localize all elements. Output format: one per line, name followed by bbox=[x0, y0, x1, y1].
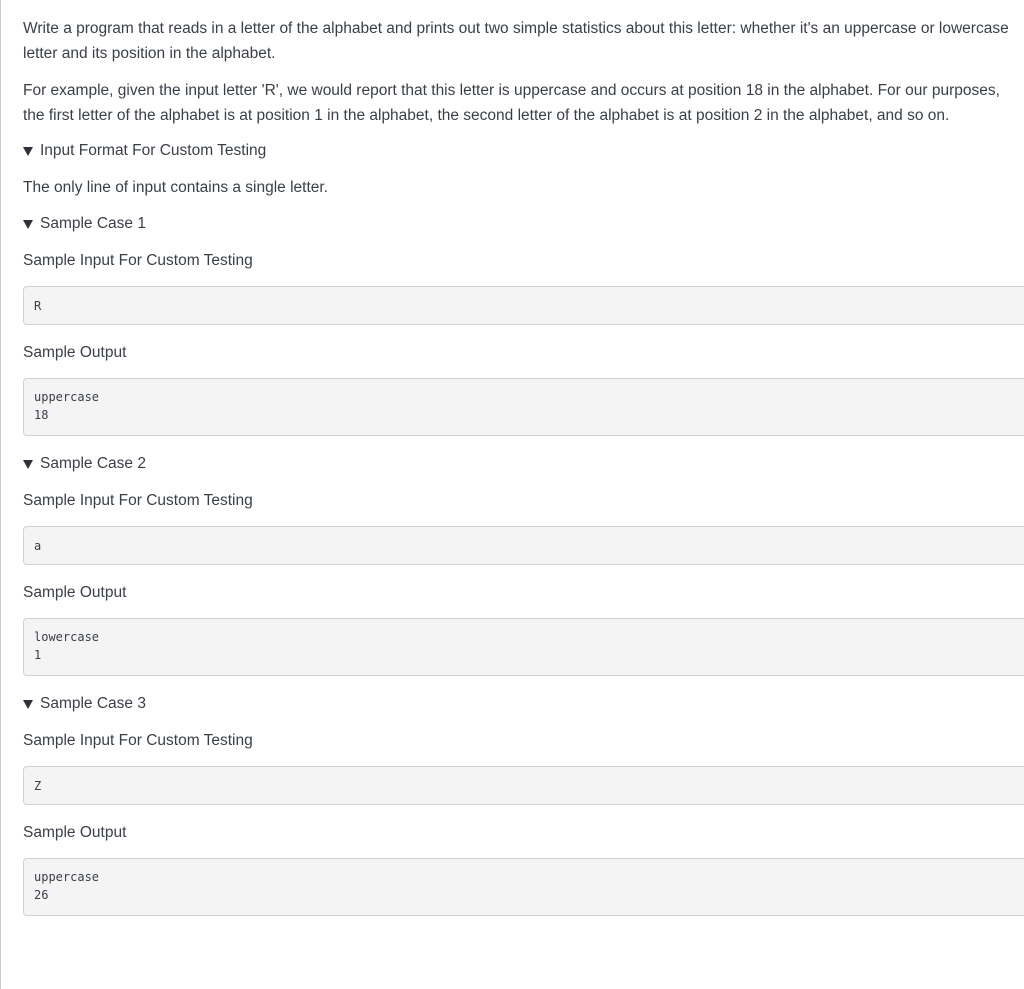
triangle-down-icon bbox=[23, 700, 33, 709]
sample-case-1-output-label: Sample Output bbox=[23, 344, 127, 361]
triangle-down-icon bbox=[23, 460, 33, 469]
sample-case-1-input-block bbox=[23, 286, 1024, 325]
input-format-description: The only line of input contains a single letter. bbox=[23, 179, 329, 196]
problem-intro: Write a program that reads in a letter of the alphabet and prints out two simple statistics about this letter: whether it's an uppercase or lowercase letter and its position in the alphabet. bbox=[23, 20, 1009, 62]
sample-case-2-input-label: Sample Input For Custom Testing bbox=[23, 492, 253, 509]
sample-case-2-output-line: 1 bbox=[34, 648, 42, 662]
sample-case-3-output-block bbox=[23, 858, 1024, 916]
sample-case-2-input: a bbox=[34, 539, 42, 553]
problem-example: For example, given the input letter 'R', we would report that this letter is uppercase and occurs at position 18 in the alphabet. For our purposes, the first letter of the alphabet is at position 1 in the alphabet, the second letter of the alphabet is at position 2 in the alphabet, and so on. bbox=[23, 82, 1000, 124]
sample-case-2-output-block bbox=[23, 618, 1024, 676]
input-format-toggle[interactable] bbox=[23, 140, 1024, 162]
sample-case-2-toggle[interactable] bbox=[23, 453, 1024, 475]
sample-case-2-output-line: lowercase bbox=[34, 630, 100, 644]
sample-case-1-input-label: Sample Input For Custom Testing bbox=[23, 252, 253, 269]
sample-case-1-output-block bbox=[23, 378, 1024, 436]
sample-case-2-output-label: Sample Output bbox=[23, 584, 127, 601]
input-format-summary: Input Format For Custom Testing bbox=[40, 142, 267, 159]
sample-case-1-output-line: uppercase bbox=[34, 390, 100, 404]
sample-case-2-input-block bbox=[23, 526, 1024, 565]
sample-case-3-output-line: uppercase bbox=[34, 870, 100, 884]
sample-case-3-input: Z bbox=[34, 779, 42, 793]
sample-case-3-input-block bbox=[23, 766, 1024, 805]
sample-case-3-toggle[interactable] bbox=[23, 693, 1024, 715]
sample-case-1-output-line: 18 bbox=[34, 408, 49, 422]
problem-content bbox=[23, 16, 1024, 933]
sample-case-1-input: R bbox=[34, 299, 42, 313]
triangle-down-icon bbox=[23, 220, 33, 229]
sample-case-3-output-label: Sample Output bbox=[23, 824, 127, 841]
sample-case-3-output-line: 26 bbox=[34, 888, 49, 902]
triangle-down-icon bbox=[23, 147, 33, 156]
sample-case-2-summary: Sample Case 2 bbox=[40, 455, 146, 472]
sample-case-3-summary: Sample Case 3 bbox=[40, 695, 146, 712]
sample-case-1-toggle[interactable] bbox=[23, 213, 1024, 235]
sample-case-1-summary: Sample Case 1 bbox=[40, 215, 146, 232]
sample-case-3-input-label: Sample Input For Custom Testing bbox=[23, 732, 253, 749]
